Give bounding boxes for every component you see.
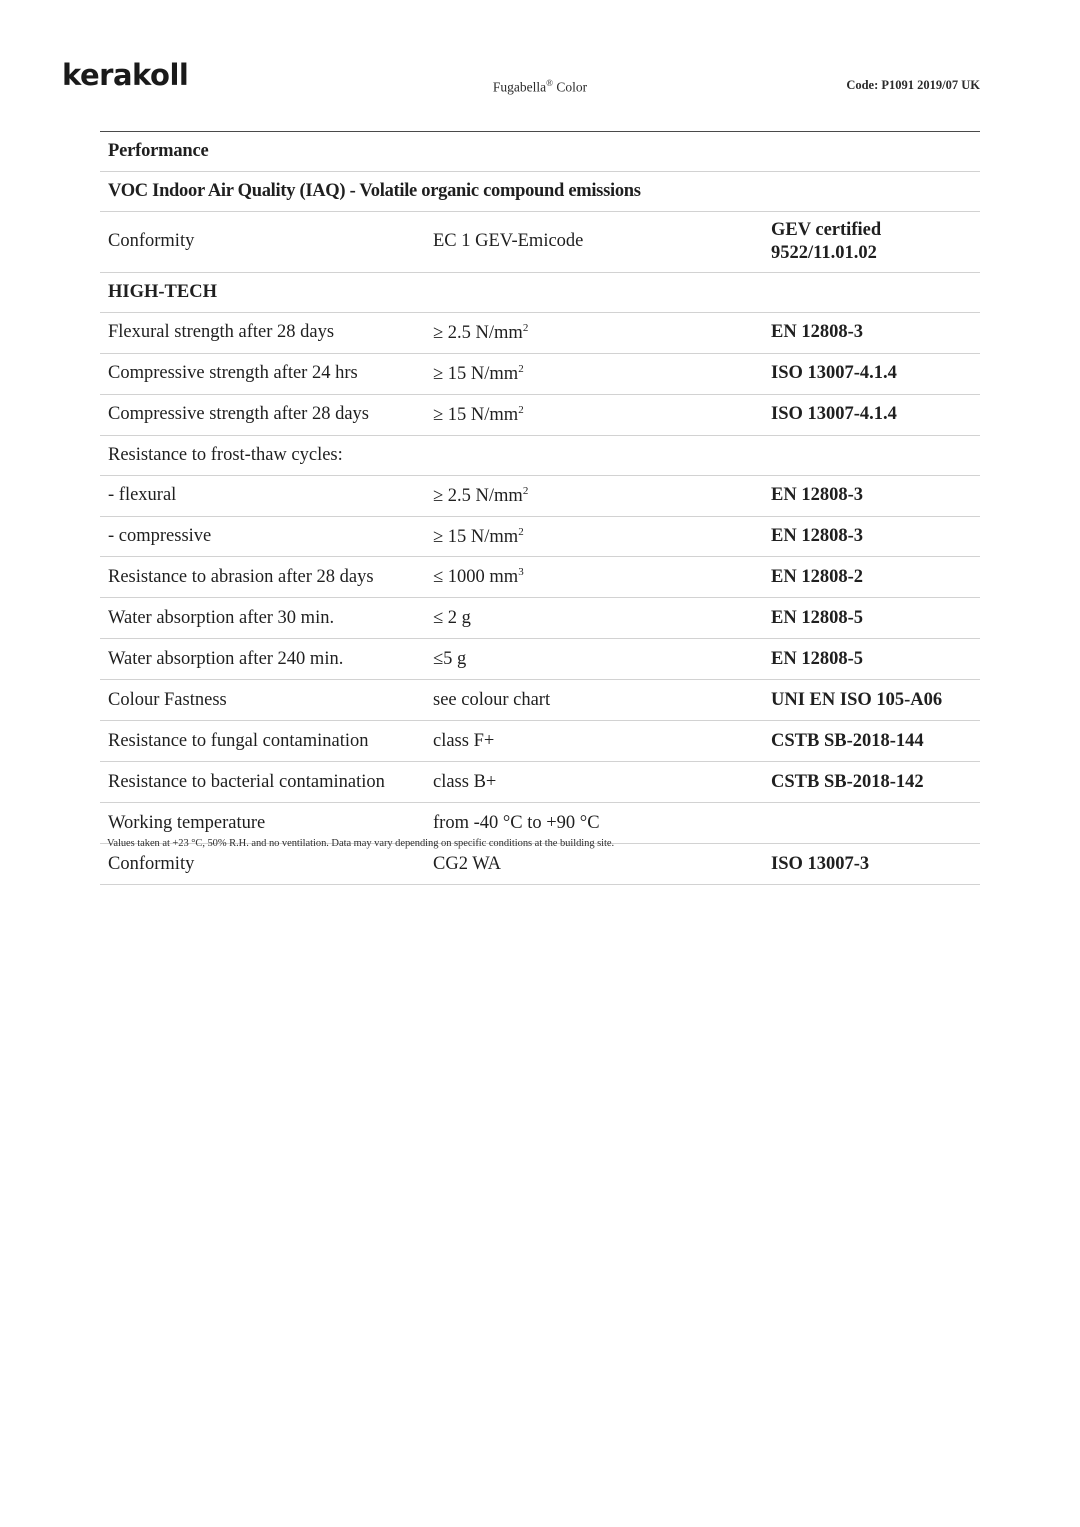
table-section-header-row [100,132,980,172]
row-value-unit-exponent: 2 [518,362,524,375]
table-row [100,516,980,557]
row-value-text: ≥ 15 N/mm [433,404,519,425]
row-value [425,435,763,475]
row-value-text: ≤ 2 g [433,608,471,629]
row-reference: EN 12808-5 [763,639,980,680]
row-value-text: ≥ 15 N/mm [433,526,519,547]
row-value-text: ≥ 15 N/mm [433,363,519,384]
row-value [425,680,763,721]
row-value [425,394,763,435]
table-row [100,353,980,394]
row-reference: CSTB SB-2018-144 [763,721,980,762]
row-value-text: class F+ [433,731,495,752]
row-label: Compressive strength after 28 days [100,394,425,435]
table-footnote: Values taken at +23 °C, 50% R.H. and no ventilation. Data may vary depending on specific conditions at the building site. [107,838,615,849]
row-value [425,475,763,516]
row-label: Water absorption after 30 min. [100,598,425,639]
tech-section-title: HIGH-TECH [100,272,980,312]
row-label: Colour Fastness [100,680,425,721]
row-value [425,557,763,598]
table-row [100,598,980,639]
table-row [100,394,980,435]
row-reference-line1: GEV certified [771,219,882,240]
row-reference: ISO 13007-3 [763,844,980,885]
row-reference: CSTB SB-2018-142 [763,762,980,803]
row-value-text: ≤5 g [433,649,467,670]
table-subsection-header-row [100,171,980,211]
row-label: Working temperature [100,803,425,844]
document-code: Code: P1091 2019/07 UK [846,78,980,92]
row-value-text: see colour chart [433,690,551,711]
row-value-unit-exponent: 2 [518,403,524,416]
row-label: Water absorption after 240 min. [100,639,425,680]
row-reference: ISO 13007-4.1.4 [763,353,980,394]
registered-trademark-icon: ® [546,78,553,88]
table-row [100,211,980,272]
product-name-suffix: Color [552,79,588,95]
table-row [100,762,980,803]
row-reference: EN 12808-3 [763,312,980,353]
row-reference: ISO 13007-4.1.4 [763,394,980,435]
row-value [425,516,763,557]
row-value-text: ≤ 1000 mm [433,567,519,588]
table-row [100,639,980,680]
subsection-title: VOC Indoor Air Quality (IAQ) - Volatile organic compound emissions [100,171,980,211]
row-reference: EN 12808-3 [763,516,980,557]
row-reference: EN 12808-2 [763,557,980,598]
row-reference: UNI EN ISO 105-A06 [763,680,980,721]
row-label: Compressive strength after 24 hrs [100,353,425,394]
row-value-unit-exponent: 2 [522,484,529,497]
row-label: Conformity [100,211,425,272]
row-value-unit-exponent: 2 [522,321,529,334]
row-label: Resistance to fungal contamination [100,721,425,762]
product-name-text: Fugabella [492,79,547,95]
row-label: Conformity [100,844,425,885]
row-value-text: from -40 °C to +90 °C [433,813,600,834]
row-value-text: ≥ 2.5 N/mm [433,485,523,506]
table-row [100,680,980,721]
row-label: - flexural [100,475,425,516]
table-row [100,844,980,885]
performance-table [100,131,980,885]
row-reference-line2: 9522/11.01.02 [771,242,877,263]
table-row [100,475,980,516]
row-value-text: CG2 WA [433,854,502,875]
row-label: Flexural strength after 28 days [100,312,425,353]
page-header [0,58,1080,104]
row-value [425,598,763,639]
row-value: EC 1 GEV-Emicode [425,211,763,272]
row-reference [763,211,980,272]
row-value [425,762,763,803]
row-value [425,353,763,394]
row-value [425,312,763,353]
performance-table-wrapper [100,131,980,885]
table-row [100,312,980,353]
table-row [100,557,980,598]
row-label: Resistance to frost-thaw cycles: [100,435,425,475]
section-title: Performance [100,132,980,172]
row-value [425,639,763,680]
kerakoll-logo: kerakoll [62,58,189,92]
row-label: Resistance to abrasion after 28 days [100,557,425,598]
row-value [425,844,763,885]
row-reference: EN 12808-3 [763,475,980,516]
row-value-text: class B+ [433,772,497,793]
table-tech-header-row [100,272,980,312]
row-value-unit-exponent: 2 [518,525,524,538]
row-reference [763,435,980,475]
table-row [100,435,980,475]
row-value-text: ≥ 2.5 N/mm [433,322,523,343]
table-row [100,721,980,762]
row-value [425,721,763,762]
row-label: - compressive [100,516,425,557]
row-label: Resistance to bacterial contamination [100,762,425,803]
row-reference: EN 12808-5 [763,598,980,639]
row-value-unit-exponent: 3 [518,566,524,579]
